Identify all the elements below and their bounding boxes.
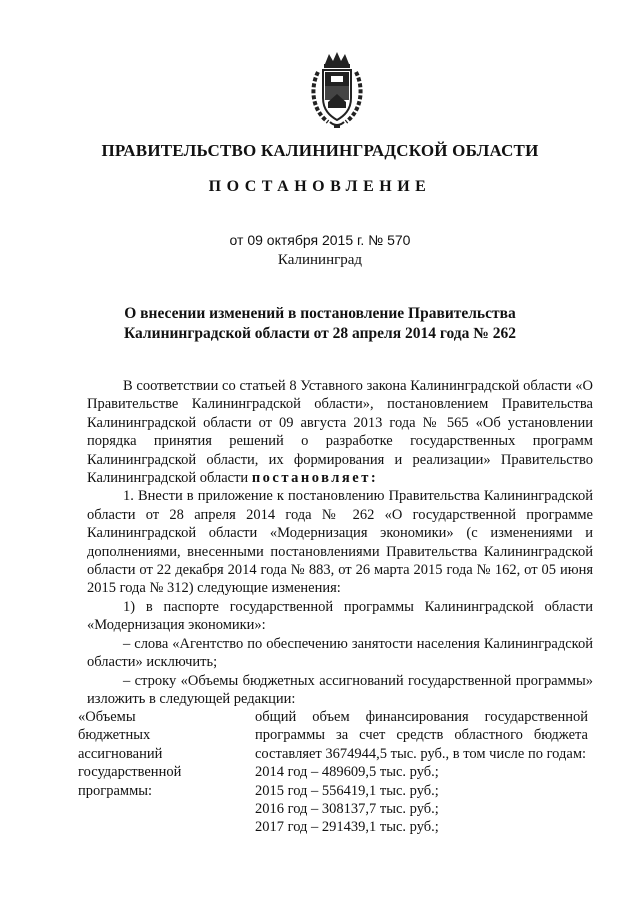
city-name: Калининград bbox=[277, 252, 363, 268]
decides-word: постановляет: bbox=[251, 470, 379, 487]
budget-table-value bbox=[255, 708, 588, 837]
coat-of-arms-icon bbox=[308, 50, 366, 130]
label-line: «Объемы bbox=[78, 709, 136, 725]
item-1-paragraph: 1. Внести в приложение к постановлению Правительства Калининградской области от 28 апреля 2014 года № 262 «О государственной программе Калининградской области «Модернизация экономики» (с изменениями и дополнениями, внесенными постановлениями Правительства Калининградской области от 22 декабря 2014 года № 883, от 26 марта 2015 года № 162, от 05 июня 2015 года № 312) следующие изменения: bbox=[87, 488, 593, 597]
dash-item-2: – строку «Объемы бюджетных ассигнований государственной программы» изложить в следующей редакции: bbox=[87, 672, 593, 707]
government-title: ПРАВИТЕЛЬСТВО КАЛИНИНГРАДСКОЙ ОБЛАСТИ bbox=[101, 141, 539, 160]
item-1-1-paragraph: 1) в паспорте государственной программы Калининградской области «Модернизация экономики»: bbox=[87, 598, 593, 634]
document-type: ПОСТАНОВЛЕНИЕ bbox=[208, 178, 432, 195]
label-line: программы: bbox=[78, 782, 153, 799]
date-number-line: от 09 октября 2015 г. № 570 bbox=[229, 232, 411, 248]
year-budget-line: 2015 год – 556419,1 тыс. руб.; bbox=[255, 782, 439, 799]
document-subject bbox=[0, 304, 640, 344]
label-line: ассигнований bbox=[78, 745, 163, 762]
budget-table-label bbox=[78, 708, 228, 800]
dash-item-1: – слова «Агентство по обеспечению занятости населения Калининградской области» исключить; bbox=[87, 635, 593, 671]
label-line: государственной bbox=[78, 764, 182, 781]
year-budget-line: 2016 год – 308137,7 тыс. руб.; bbox=[255, 801, 439, 818]
label-line: бюджетных bbox=[78, 727, 151, 744]
year-budget-line: 2017 год – 291439,1 тыс. руб.; bbox=[255, 819, 439, 836]
budget-intro: общий объем финансирования государственной программы за счет средств областного бюджета составляет 3674944,5 тыс. руб., в том числе по годам: bbox=[255, 709, 588, 762]
year-budget-line: 2014 год – 489609,5 тыс. руб.; bbox=[255, 764, 439, 781]
preamble-paragraph bbox=[87, 377, 593, 487]
document-body bbox=[87, 377, 593, 708]
preamble-text: В соответствии со статьей 8 Уставного закона Калининградской области «О Правительстве Калининградской области», постановлением Правительства Калининградской области от 09 августа 2013 года № 565 «Об установлении порядка принятия решений о разработке государственных программ Калининградской области, их формирования и реализации» Правительство Калининградской области bbox=[87, 378, 593, 487]
subject-line-1: О внесении изменений в постановление Правительства bbox=[124, 305, 516, 322]
subject-line-2: Калининградской области от 28 апреля 2014 года № 262 bbox=[124, 325, 516, 342]
